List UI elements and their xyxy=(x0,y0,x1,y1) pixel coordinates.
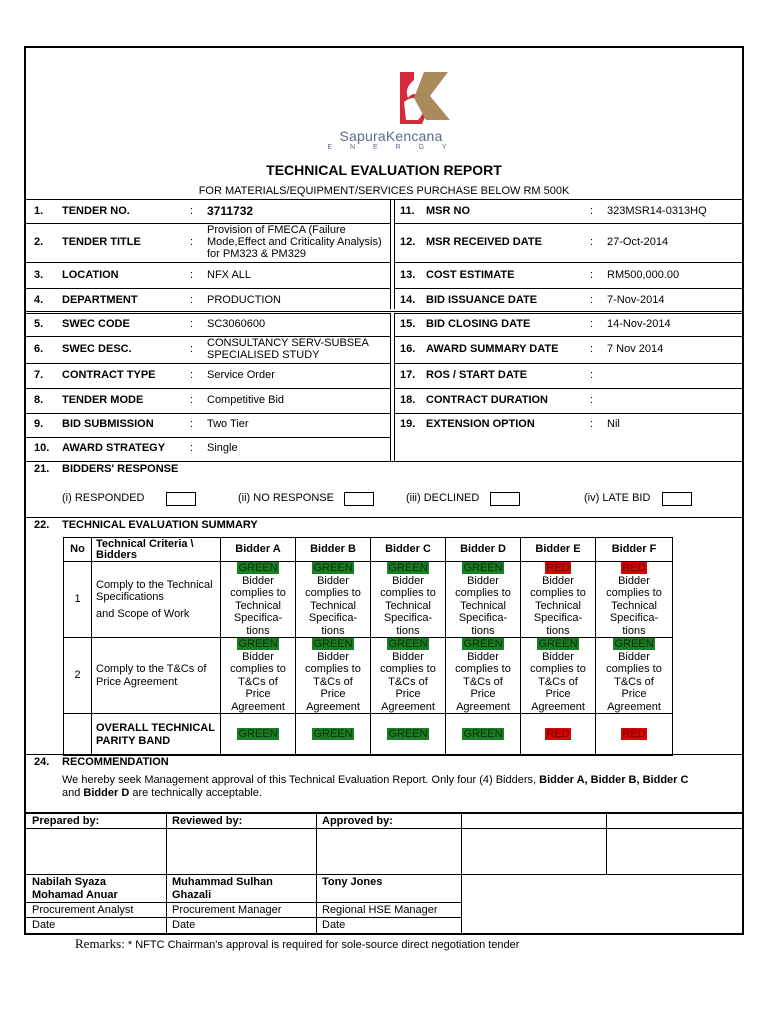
field-number: 7. xyxy=(34,369,44,381)
remarks xyxy=(75,936,519,952)
option-label: (iii) DECLINED xyxy=(406,492,480,504)
status-badge: GREEN xyxy=(313,638,353,650)
status-note: T&Cs of xyxy=(388,675,428,688)
status-note: Technical xyxy=(310,599,356,612)
field-number: 17. xyxy=(400,369,416,381)
field-value: Single xyxy=(207,442,238,454)
approved-by-role: Regional HSE Manager xyxy=(322,904,438,916)
status-note: Bidder xyxy=(242,574,274,587)
recommendation-bidders: Bidder A, Bidder B, Bidder C xyxy=(539,774,689,786)
field-colon: : xyxy=(190,369,194,381)
company-logo xyxy=(326,68,456,154)
field-number: 4. xyxy=(34,294,44,306)
status-note: Bidder xyxy=(542,650,574,663)
status-note: tions xyxy=(471,624,495,637)
status-note: complies to xyxy=(305,587,361,599)
status-badge: RED xyxy=(546,562,570,574)
status-note: Agreement xyxy=(607,700,661,713)
status-badge: GREEN xyxy=(313,728,353,741)
reviewed-date-field[interactable]: Date xyxy=(172,919,196,931)
bidder-status-cell xyxy=(221,638,296,714)
criteria-text: Comply to the Technical Specifications xyxy=(96,578,213,604)
field-number: 8. xyxy=(34,394,44,406)
status-badge: GREEN xyxy=(388,728,428,741)
divider xyxy=(461,874,462,935)
field-label: MSR NO xyxy=(426,205,470,217)
field-colon: : xyxy=(590,394,594,406)
status-badge: GREEN xyxy=(463,728,503,741)
recommendation-text-part: are technically acceptable. xyxy=(129,787,262,799)
prepared-name-line: Nabilah Syaza xyxy=(32,876,106,888)
field-colon: : xyxy=(590,269,594,281)
header-bidder-d: Bidder D xyxy=(446,538,521,562)
criteria-cell xyxy=(92,638,221,714)
field-colon: : xyxy=(190,343,194,355)
logo-mark-icon xyxy=(326,68,456,128)
approved-by-name: Tony Jones xyxy=(322,876,383,888)
header-bidder-f: Bidder F xyxy=(596,538,673,562)
field-label: LOCATION xyxy=(62,269,119,281)
header-bidder-b: Bidder B xyxy=(296,538,371,562)
status-note: tions xyxy=(321,624,345,637)
field-number: 3. xyxy=(34,269,44,281)
reviewed-name-line: Ghazali xyxy=(172,889,212,901)
status-note: Bidder xyxy=(242,650,274,663)
status-badge: GREEN xyxy=(388,638,428,650)
reviewed-name-line: Muhammad Sulhan xyxy=(172,876,273,888)
divider xyxy=(606,814,607,874)
status-badge: RED xyxy=(622,728,646,741)
section-number: 21. xyxy=(34,463,50,475)
status-note: Price xyxy=(395,688,421,700)
status-note: Specifica- xyxy=(458,612,508,624)
status-note: Specifica- xyxy=(533,612,583,624)
field-colon: : xyxy=(190,269,194,281)
field-value: SC3060600 xyxy=(207,318,266,330)
section-title-bidders-response: BIDDERS' RESPONSE xyxy=(62,463,179,475)
status-note: tions xyxy=(546,624,570,637)
approved-by-label: Approved by: xyxy=(322,815,393,827)
status-note: Bidder xyxy=(317,650,349,663)
status-note: Agreement xyxy=(531,700,585,713)
prepared-by-name xyxy=(32,876,118,902)
status-badge: GREEN xyxy=(238,638,278,650)
bidder-status-cell xyxy=(596,638,673,714)
divider xyxy=(26,461,742,462)
status-note: Price xyxy=(470,688,496,700)
field-colon: : xyxy=(590,236,594,248)
status-note: Price xyxy=(245,688,271,700)
status-note: complies to xyxy=(606,587,662,599)
approved-date-field[interactable]: Date xyxy=(322,919,346,931)
field-label: SWEC CODE xyxy=(62,318,130,330)
field-number: 5. xyxy=(34,318,44,330)
status-note: T&Cs of xyxy=(614,675,654,688)
section-title-evaluation: TECHNICAL EVALUATION SUMMARY xyxy=(62,519,258,531)
field-label: TENDER MODE xyxy=(62,394,144,406)
field-colon: : xyxy=(190,205,194,217)
field-number: 18. xyxy=(400,394,416,406)
bidder-status-cell xyxy=(371,638,446,714)
status-note: Bidder xyxy=(467,650,499,663)
bidder-status-cell xyxy=(371,562,446,638)
overall-status-cell xyxy=(296,714,371,756)
logo-wordmark: SapuraKencana xyxy=(339,128,443,144)
field-colon: : xyxy=(590,418,594,430)
report-subtitle: FOR MATERIALS/EQUIPMENT/SERVICES PURCHASE BELOW RM 500K xyxy=(198,185,570,197)
status-badge: GREEN xyxy=(463,638,503,650)
option-declined xyxy=(406,492,479,504)
field-value xyxy=(607,388,737,412)
status-badge: GREEN xyxy=(388,562,428,574)
recommendation-bidder-d: Bidder D xyxy=(83,787,130,799)
status-note: complies to xyxy=(530,663,586,675)
field-label: CONTRACT DURATION xyxy=(426,394,549,406)
field-value: 14-Nov-2014 xyxy=(607,318,671,330)
overall-status-cell xyxy=(221,714,296,756)
status-note: complies to xyxy=(380,587,436,599)
field-label: BID SUBMISSION xyxy=(62,418,154,430)
field-number: 9. xyxy=(34,418,44,430)
option-label: (ii) NO RESPONSE xyxy=(238,492,334,504)
divider xyxy=(26,517,742,518)
field-label: TENDER NO. xyxy=(62,205,130,217)
field-number: 19. xyxy=(400,418,416,430)
status-badge: GREEN xyxy=(313,562,353,574)
row-number: 2 xyxy=(64,638,92,714)
criteria-text: and Scope of Work xyxy=(96,607,190,620)
overall-parity-label: OVERALL TECHNICAL PARITY BAND xyxy=(92,714,221,756)
section-title-recommendation: RECOMMENDATION xyxy=(62,756,169,768)
field-colon: : xyxy=(190,236,194,248)
status-badge: GREEN xyxy=(238,562,278,574)
table-header-row xyxy=(64,538,673,562)
bidder-status-cell xyxy=(446,562,521,638)
field-label: COST ESTIMATE xyxy=(426,269,515,281)
table-row xyxy=(64,714,673,756)
field-number: 14. xyxy=(400,294,416,306)
field-colon: : xyxy=(190,394,194,406)
divider xyxy=(26,754,742,755)
field-colon: : xyxy=(590,294,594,306)
bidder-status-cell xyxy=(221,562,296,638)
option-label: (iv) LATE BID xyxy=(584,492,651,504)
prepared-name-line: Mohamad Anuar xyxy=(32,889,118,901)
status-badge: GREEN xyxy=(614,638,654,650)
field-value: NFX ALL xyxy=(207,269,252,281)
field-value: 7-Nov-2014 xyxy=(607,294,665,306)
status-note: Bidder xyxy=(392,574,424,587)
status-note: Agreement xyxy=(306,700,360,713)
reviewed-by-label: Reviewed by: xyxy=(172,815,243,827)
field-label: AWARD STRATEGY xyxy=(62,442,166,454)
field-colon: : xyxy=(590,318,594,330)
field-number: 1. xyxy=(34,205,44,217)
field-label: DEPARTMENT xyxy=(62,294,138,306)
prepared-date-field[interactable]: Date xyxy=(32,919,56,931)
option-responded xyxy=(62,492,145,504)
field-number: 15. xyxy=(400,318,416,330)
field-value: 3711732 xyxy=(207,204,254,218)
declined-checkbox[interactable] xyxy=(490,492,520,506)
status-note: complies to xyxy=(606,663,662,675)
status-badge: GREEN xyxy=(238,728,278,741)
field-label: CONTRACT TYPE xyxy=(62,369,156,381)
divider xyxy=(26,902,461,903)
bidder-status-cell xyxy=(521,638,596,714)
field-label: EXTENSION OPTION xyxy=(426,418,535,430)
remarks-text: * NFTC Chairman's approval is required for sole-source direct negotiation tender xyxy=(127,939,520,951)
status-note: Specifica- xyxy=(308,612,358,624)
status-note: T&Cs of xyxy=(463,675,503,688)
field-number: 12. xyxy=(400,236,416,248)
field-colon: : xyxy=(190,294,194,306)
status-badge: RED xyxy=(622,562,646,574)
no-response-checkbox[interactable] xyxy=(344,492,374,506)
status-note: Agreement xyxy=(456,700,510,713)
report-title: TECHNICAL EVALUATION REPORT xyxy=(266,162,502,178)
field-value: 323MSR14-0313HQ xyxy=(607,205,707,217)
status-note: Agreement xyxy=(381,700,435,713)
field-label: ROS / START DATE xyxy=(426,369,528,381)
reviewed-by-role: Procurement Manager xyxy=(172,904,282,916)
field-number: 13. xyxy=(400,269,416,281)
status-note: complies to xyxy=(230,587,286,599)
status-note: Specifica- xyxy=(609,612,659,624)
responded-checkbox[interactable] xyxy=(166,492,196,506)
divider xyxy=(26,917,461,918)
bidder-status-cell xyxy=(521,562,596,638)
bidder-status-cell xyxy=(446,638,521,714)
field-number: 16. xyxy=(400,343,416,355)
status-badge: GREEN xyxy=(463,562,503,574)
option-late-bid xyxy=(584,492,650,504)
status-note: Bidder xyxy=(467,574,499,587)
field-label: MSR RECEIVED DATE xyxy=(426,236,542,248)
field-colon: : xyxy=(190,318,194,330)
header-bidder-e: Bidder E xyxy=(521,538,596,562)
status-note: T&Cs of xyxy=(313,675,353,688)
status-note: complies to xyxy=(380,663,436,675)
field-label: AWARD SUMMARY DATE xyxy=(426,343,559,355)
field-colon: : xyxy=(190,442,194,454)
recommendation-text-part: and xyxy=(62,787,84,799)
field-number: 11. xyxy=(400,205,415,217)
field-label: BID CLOSING DATE xyxy=(426,318,531,330)
overall-status-cell xyxy=(446,714,521,756)
field-label: SWEC DESC. xyxy=(62,343,132,355)
field-number: 2. xyxy=(34,236,44,248)
status-note: Agreement xyxy=(231,700,285,713)
overall-status-cell xyxy=(371,714,446,756)
option-label: (i) RESPONDED xyxy=(62,492,145,504)
header-criteria: Technical Criteria \ Bidders xyxy=(92,538,221,562)
status-note: Technical xyxy=(611,599,657,612)
status-note: T&Cs of xyxy=(538,675,578,688)
field-value: 7 Nov 2014 xyxy=(607,343,664,355)
header-bidder-c: Bidder C xyxy=(371,538,446,562)
status-note: Bidder xyxy=(618,650,650,663)
field-label: BID ISSUANCE DATE xyxy=(426,294,538,306)
field-value: 27-Oct-2014 xyxy=(607,236,669,248)
status-note: Technical xyxy=(385,599,431,612)
status-note: Bidder xyxy=(542,574,574,587)
overall-status-cell xyxy=(596,714,673,756)
status-note: complies to xyxy=(455,663,511,675)
field-value: Competitive Bid xyxy=(207,394,285,406)
status-note: Price xyxy=(545,688,571,700)
divider xyxy=(26,874,742,875)
field-label: TENDER TITLE xyxy=(62,236,141,248)
status-note: complies to xyxy=(230,663,286,675)
field-number: 6. xyxy=(34,343,44,355)
reviewed-by-name xyxy=(172,876,273,902)
field-number: 10. xyxy=(34,442,50,454)
status-note: Specifica- xyxy=(383,612,433,624)
field-value: Provision of FMECA (Failure Mode,Effect and Criticality Analysis) for PM323 & PM329 xyxy=(207,224,382,260)
status-note: tions xyxy=(246,624,270,637)
status-note: Price xyxy=(320,688,346,700)
row-number xyxy=(64,714,92,756)
table-row xyxy=(64,638,673,714)
field-value: PRODUCTION xyxy=(207,294,281,306)
status-note: complies to xyxy=(530,587,586,599)
field-value: Nil xyxy=(607,418,620,430)
late-bid-checkbox[interactable] xyxy=(662,492,692,506)
status-note: Specifica- xyxy=(233,612,283,624)
status-note: T&Cs of xyxy=(238,675,278,688)
bidder-status-cell xyxy=(296,638,371,714)
field-value: CONSULTANCY SERV-SUBSEA SPECIALISED STUDY xyxy=(207,337,369,361)
option-no-response xyxy=(238,492,334,504)
bidder-status-cell xyxy=(596,562,673,638)
logo-subtitle: E N E R G Y xyxy=(327,144,455,151)
criteria-text: Comply to the T&Cs of Price Agreement xyxy=(96,663,207,688)
status-note: Bidder xyxy=(317,574,349,587)
field-value: Service Order xyxy=(207,369,275,381)
status-note: tions xyxy=(622,624,646,637)
status-note: complies to xyxy=(305,663,361,675)
status-note: tions xyxy=(396,624,420,637)
section-number: 22. xyxy=(34,519,50,531)
field-colon: : xyxy=(190,418,194,430)
status-note: Bidder xyxy=(618,574,650,587)
status-note: complies to xyxy=(455,587,511,599)
section-number: 24. xyxy=(34,756,50,768)
remarks-label: Remarks: xyxy=(75,936,125,951)
status-note: Technical xyxy=(535,599,581,612)
field-colon: : xyxy=(590,369,594,381)
evaluation-table xyxy=(63,537,673,756)
status-note: Price xyxy=(621,688,647,700)
criteria-cell xyxy=(92,562,221,638)
status-note: Technical xyxy=(235,599,281,612)
divider xyxy=(461,814,462,874)
field-value xyxy=(607,363,737,387)
status-note: Bidder xyxy=(392,650,424,663)
recommendation-text-part: We hereby seek Management approval of this Technical Evaluation Report. Only four (4) Bidders, xyxy=(62,774,540,786)
table-row xyxy=(64,562,673,638)
field-value: Two Tier xyxy=(207,418,249,430)
prepared-by-label: Prepared by: xyxy=(32,815,100,827)
bidder-status-cell xyxy=(296,562,371,638)
field-colon: : xyxy=(590,205,594,217)
field-colon: : xyxy=(590,343,594,355)
status-badge: GREEN xyxy=(538,638,578,650)
status-badge: RED xyxy=(546,728,570,741)
header-bidder-a: Bidder A xyxy=(221,538,296,562)
overall-status-cell xyxy=(521,714,596,756)
row-number: 1 xyxy=(64,562,92,638)
divider xyxy=(26,828,742,829)
recommendation-text xyxy=(62,774,738,800)
status-note: Technical xyxy=(460,599,506,612)
prepared-by-role: Procurement Analyst xyxy=(32,904,134,916)
field-value: RM500,000.00 xyxy=(607,269,680,281)
report-frame xyxy=(24,46,744,935)
divider xyxy=(26,812,742,814)
header-no: No xyxy=(64,538,92,562)
